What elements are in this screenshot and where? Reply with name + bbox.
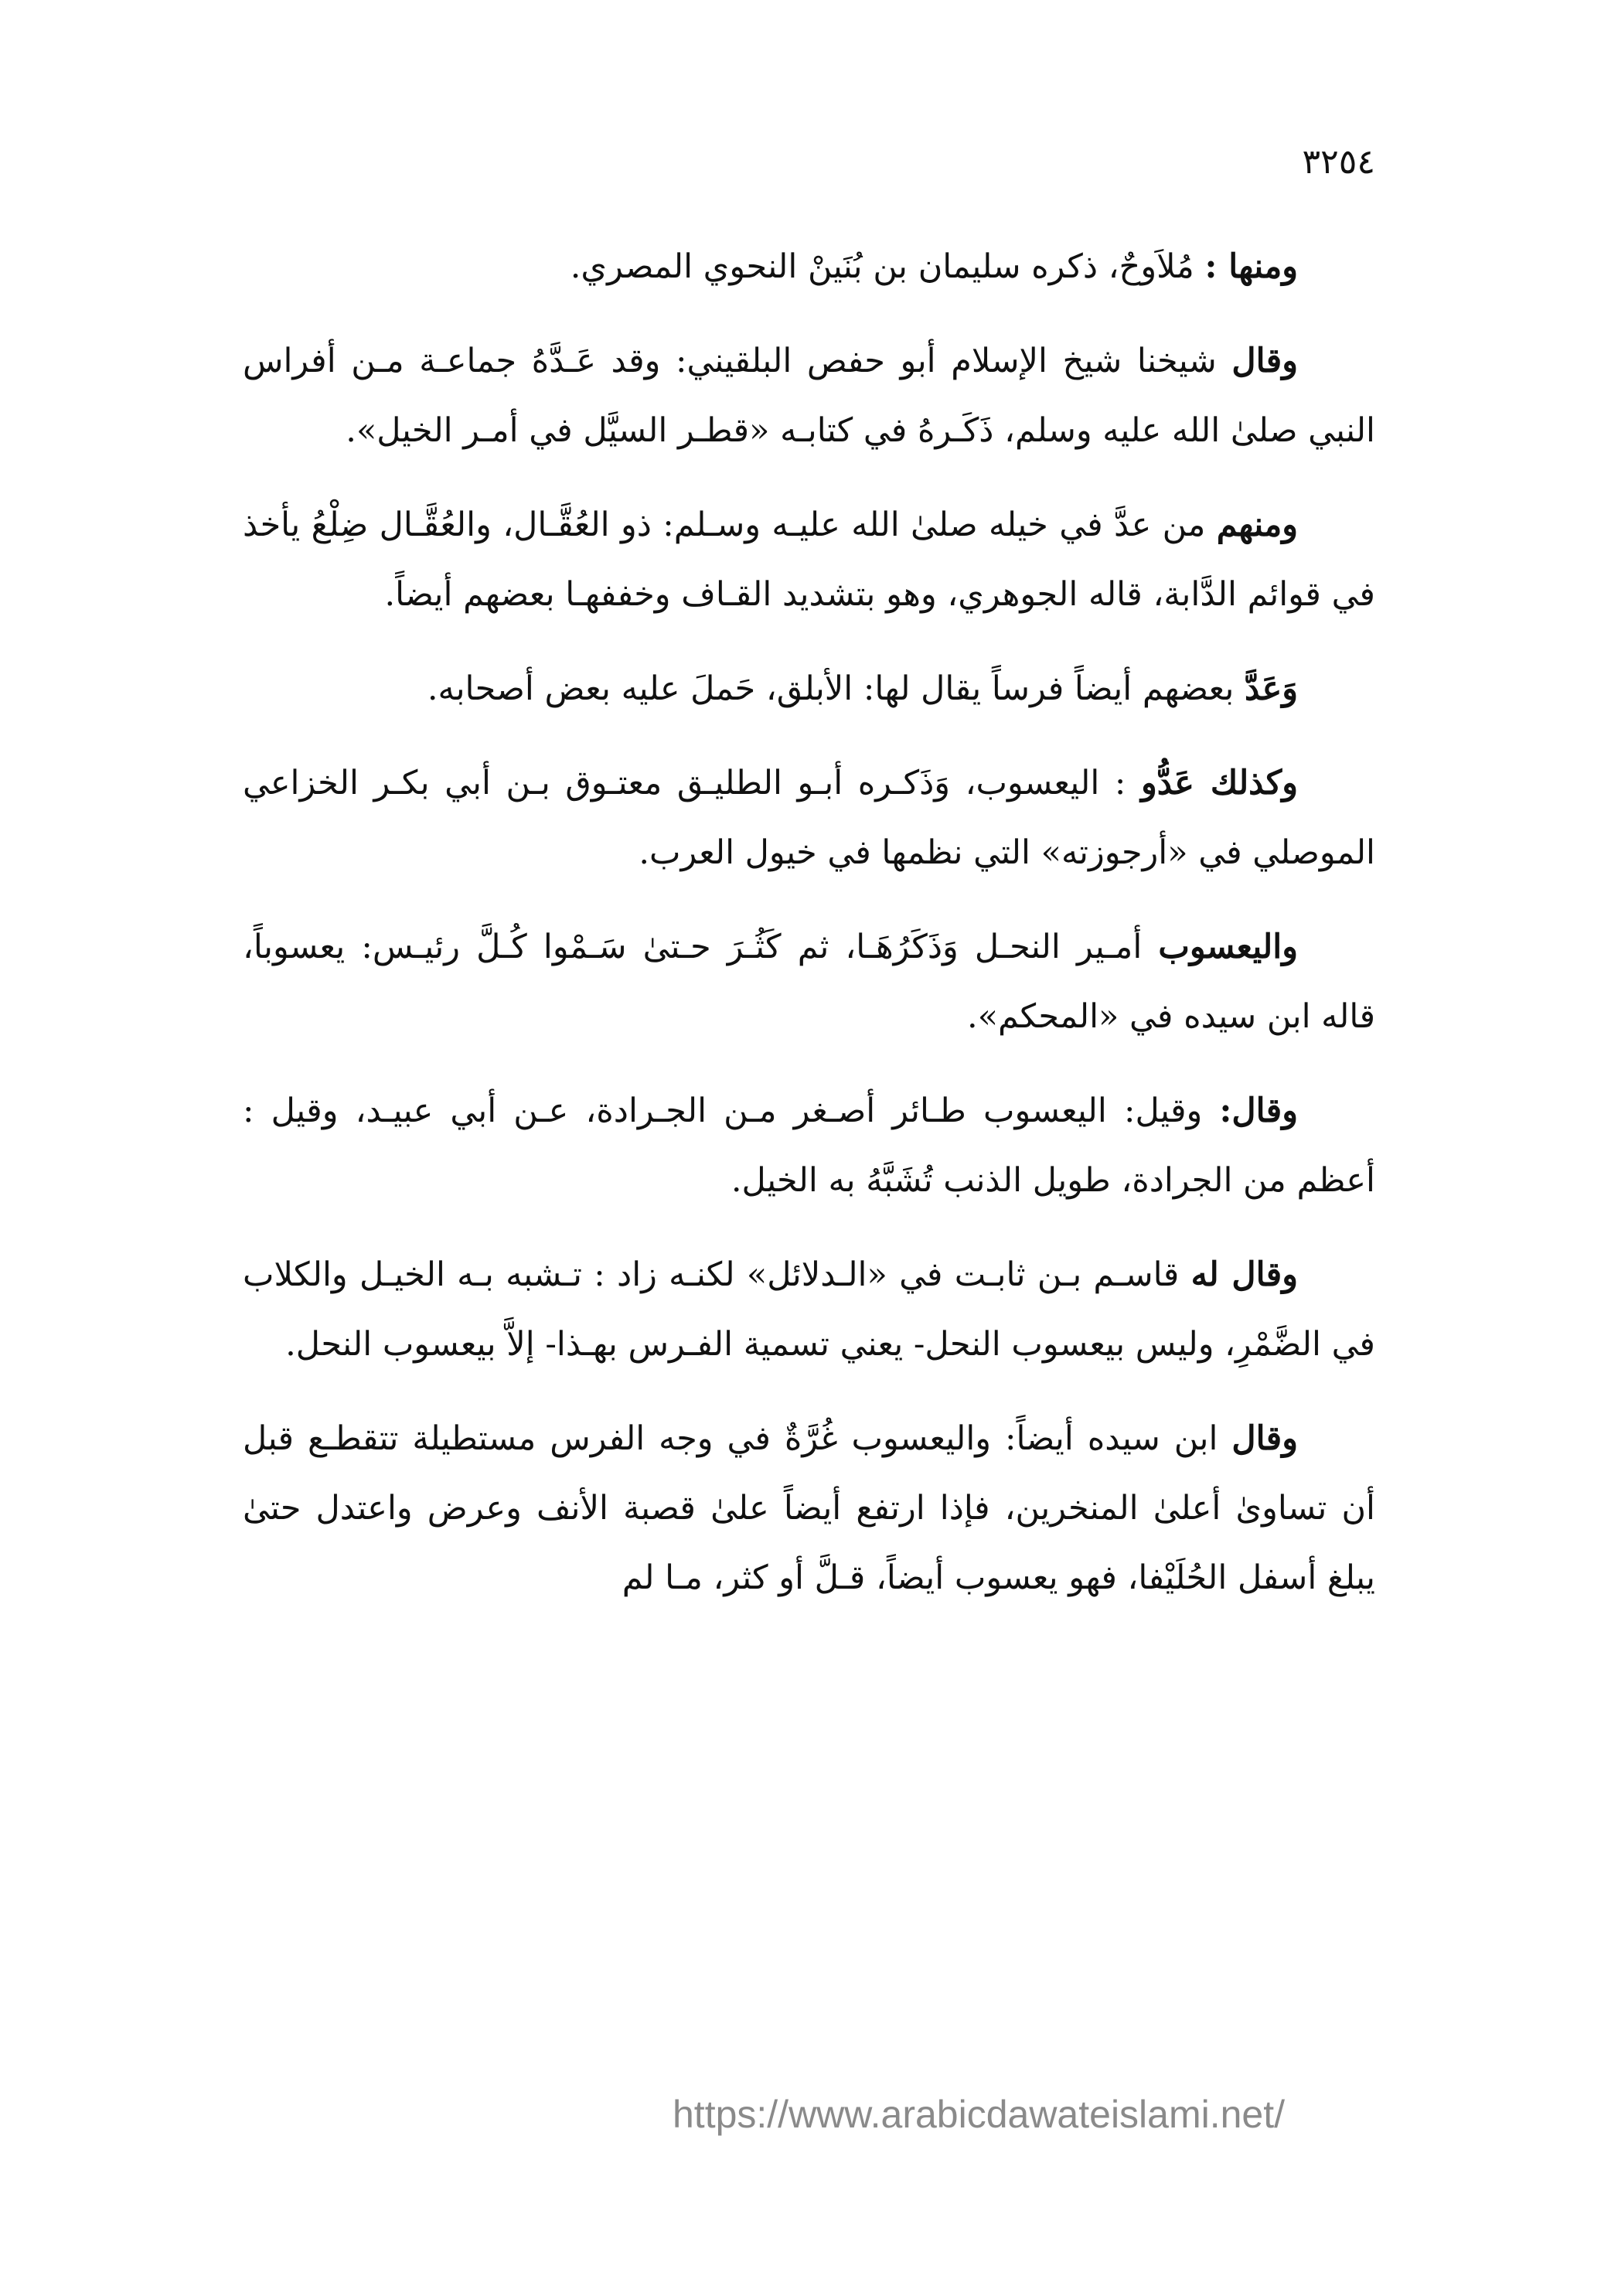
paragraph [243, 490, 1375, 629]
paragraph-text: مُلاَوحٌ، ذكره سليمان بن بُنَينْ النحوي المصري. [570, 247, 1205, 286]
paragraph-lead: وكذلك عَدُّو [1140, 764, 1298, 802]
paragraph [243, 748, 1375, 887]
paragraph [243, 912, 1375, 1051]
paragraph-lead: ومنهم [1216, 506, 1298, 544]
paragraph-lead: واليعسوب [1158, 928, 1298, 966]
paragraph-text: شيخنا شيخ الإسلام أبو حفص البلقيني: وقد عَـدَّهُ جماعـة مـن أفراس النبي صلىٰ الله عليه وسلم، ذَكَـرهُ في كتابـه «قطـر السيَّل في أمـر الخيل». [243, 342, 1375, 450]
watermark-url: https://www.arabicdawateislami.net/ [673, 2093, 1286, 2136]
paragraph [243, 232, 1375, 301]
paragraph [243, 1076, 1375, 1215]
paragraph-lead: وَعَدَّ [1245, 669, 1298, 708]
paragraph [243, 1404, 1375, 1613]
paragraph-text: وقيل: اليعسوب طـائر أصـغر مـن الجـرادة، عـن أبي عبيـد، وقيل : أعظم من الجرادة، طويل الذنب تُشَبَّهُ به الخيل. [243, 1092, 1375, 1200]
paragraph [243, 326, 1375, 465]
paragraph [243, 1240, 1375, 1379]
paragraph-lead: وقال له [1190, 1255, 1298, 1294]
paragraph-text: ابن سيده أيضاً: واليعسوب غُرَّةٌ في وجه الفرس مستطيلة تتقطـع قبل أن تساوىٰ أعلىٰ المنخرين، فإذا ارتفع أيضاً علىٰ قصبة الأنف وعرض واعتدل حتىٰ يبلغ أسفل الحُلَيْفا، فهو يعسوب أيضاً، قـلَّ أو كثر، مـا لم [243, 1419, 1375, 1597]
page-number: ٣٢٥٤ [1302, 142, 1375, 182]
paragraph [243, 654, 1375, 724]
paragraph-text: : اليعسوب، وَذَكـره أبـو الطليـق معتـوق بـن أبي بكـر الخزاعي الموصلي في «أرجوزته» التي نظمها في خيول العرب. [243, 764, 1375, 872]
paragraph-lead: وقال [1231, 342, 1298, 380]
paragraph-lead: وقال: [1219, 1092, 1298, 1130]
body-text [243, 232, 1375, 1637]
paragraph-text: من عدَّ في خيله صلىٰ الله عليـه وسـلم: ذو العُقَّـال، والعُقَّـال ضِلْعُ يأخذ في قوائم الدَّابة، قاله الجوهري، وهو بتشديد القـاف وخففهـا بعضهم أيضاً. [243, 506, 1375, 614]
paragraph-text: أمـير النحـل وَذَكَرُهَـا، ثم كَثُـرَ حـتىٰ سَـمْوا كُـلَّ رئيـس: يعسوباً، قاله ابن سيده في «المحكم». [243, 928, 1375, 1036]
paragraph-text: بعضهم أيضاً فرساً يقال لها: الأبلق، حَملَ عليه بعض أصحابه. [427, 669, 1245, 708]
paragraph-lead: ومنها : [1204, 247, 1298, 286]
paragraph-lead: وقال [1231, 1419, 1298, 1458]
paragraph-text: قاسـم بـن ثابـت في «الـدلائل» لكنـه زاد : تـشبه بـه الخيـل والكلاب في الضَّمْرِ، وليس بيعسوب النحل- يعني تسمية الفـرس بهـذا- إلاَّ بيعسوب النحل. [243, 1255, 1375, 1364]
